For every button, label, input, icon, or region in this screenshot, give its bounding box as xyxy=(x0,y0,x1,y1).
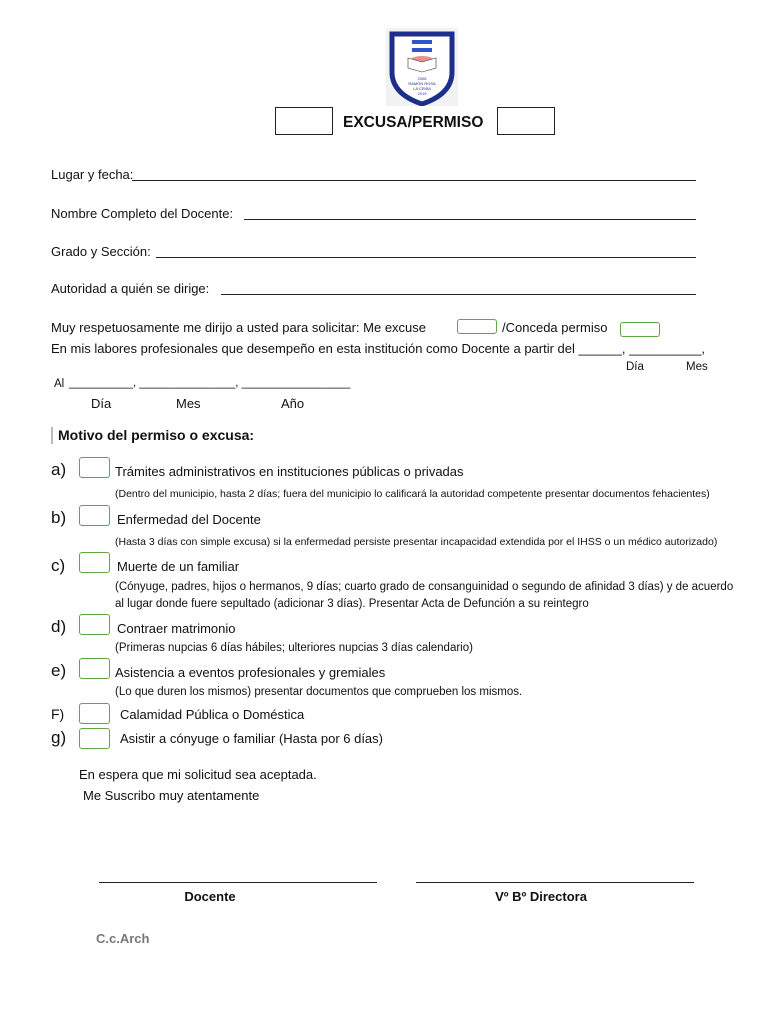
option-f-label: Calamidad Pública o Doméstica xyxy=(120,707,305,722)
closing-line1: En espera que mi solicitud sea aceptada. xyxy=(79,767,317,782)
mes-label: Mes xyxy=(686,361,708,373)
option-a-label: Trámites administrativos en instituciones públicas o privadas xyxy=(115,464,464,479)
option-c-checkbox[interactable] xyxy=(79,552,110,573)
anio-label: Año xyxy=(281,396,305,411)
excuse-checkbox[interactable] xyxy=(457,319,497,334)
request-line1-a: Muy respetuosamente me dirijo a usted para solicitar: Me excuse xyxy=(51,320,427,335)
field-grado-label: Grado y Sección: xyxy=(51,244,151,259)
option-d-letter: d) xyxy=(51,617,67,636)
option-e-letter: e) xyxy=(51,661,67,680)
option-d-label: Contraer matrimonio xyxy=(117,621,236,636)
request-line1-b: /Conceda permiso xyxy=(502,320,608,335)
motivo-title: Motivo del permiso o excusa: xyxy=(58,427,255,443)
option-g-label: Asistir a cónyuge o familiar (Hasta por 6 días) xyxy=(120,731,383,746)
option-g-letter: g) xyxy=(51,728,67,747)
field-lugar-line[interactable] xyxy=(132,180,696,181)
option-a-note: (Dentro del municipio, hasta 2 días; fuera del municipio lo calificará la autoridad competente presentar documentos fehacientes) xyxy=(115,488,710,500)
page-title: EXCUSA/PERMISO xyxy=(343,114,484,131)
al-date-line[interactable]: __________, _______________, _________________ xyxy=(69,377,351,389)
field-grado-line[interactable] xyxy=(156,257,696,258)
motivo-bar xyxy=(51,427,53,444)
option-d-note: (Primeras nupcias 6 días hábiles; ulteriores nupcias 3 días calendario) xyxy=(115,642,473,654)
option-e-label: Asistencia a eventos profesionales y gremiales xyxy=(115,665,386,680)
school-logo xyxy=(386,28,458,106)
signature-directora-line[interactable] xyxy=(416,882,694,883)
closing-line2: Me Suscribo muy atentamente xyxy=(83,788,260,803)
cc-arch: C.c.Arch xyxy=(96,931,150,946)
option-f-letter: F) xyxy=(51,706,65,722)
option-a-letter: a) xyxy=(51,460,67,479)
option-c-note: (Cónyuge, padres, hijos o hermanos, 9 días; cuarto grado de consanguinidad o segundo de afinidad 3 días) y de acuerdo xyxy=(115,581,734,593)
field-lugar-label: Lugar y fecha: xyxy=(51,167,134,182)
option-c-note2: al lugar donde fuere sepultado (adicionar 3 días). Presentar Acta de Defunción a su reintegro xyxy=(115,598,589,610)
option-b-note: (Hasta 3 días con simple excusa) si la enfermedad persiste presentar incapacidad extendida por el IHSS o un médico autorizado) xyxy=(115,536,718,548)
permit-checkbox[interactable] xyxy=(620,322,660,337)
signature-docente-label: Docente xyxy=(184,889,236,904)
option-a-checkbox[interactable] xyxy=(79,457,110,478)
option-c-letter: c) xyxy=(51,556,66,575)
option-f-checkbox[interactable] xyxy=(79,703,110,724)
dia2-label: Día xyxy=(91,396,112,411)
option-b-checkbox[interactable] xyxy=(79,505,110,526)
header-right-box xyxy=(497,107,555,135)
option-e-checkbox[interactable] xyxy=(79,658,110,679)
request-line2: En mis labores profesionales que desempeño en esta institución como Docente a partir del ______, __________, xyxy=(51,341,706,356)
al-label: Al xyxy=(54,378,65,390)
logo-text: 2008 RAMÓN ROSA LA CEIBA 2019 xyxy=(408,76,436,96)
dia-label: Día xyxy=(626,361,644,373)
field-autoridad-label: Autoridad a quién se dirige: xyxy=(51,281,210,296)
option-g-checkbox[interactable] xyxy=(79,728,110,749)
option-b-label: Enfermedad del Docente xyxy=(117,512,261,527)
field-autoridad-line[interactable] xyxy=(221,294,696,295)
option-e-note: (Lo que duren los mismos) presentar documentos que comprueben los mismos. xyxy=(115,686,523,698)
option-b-letter: b) xyxy=(51,508,67,527)
option-c-label: Muerte de un familiar xyxy=(117,559,240,574)
field-nombre-line[interactable] xyxy=(244,219,696,220)
field-nombre-label: Nombre Completo del Docente: xyxy=(51,206,234,221)
signature-directora-label: Vº Bº Directora xyxy=(495,889,587,904)
header-left-box xyxy=(275,107,333,135)
signature-docente-line[interactable] xyxy=(99,882,377,883)
option-d-checkbox[interactable] xyxy=(79,614,110,635)
mes2-label: Mes xyxy=(176,396,201,411)
